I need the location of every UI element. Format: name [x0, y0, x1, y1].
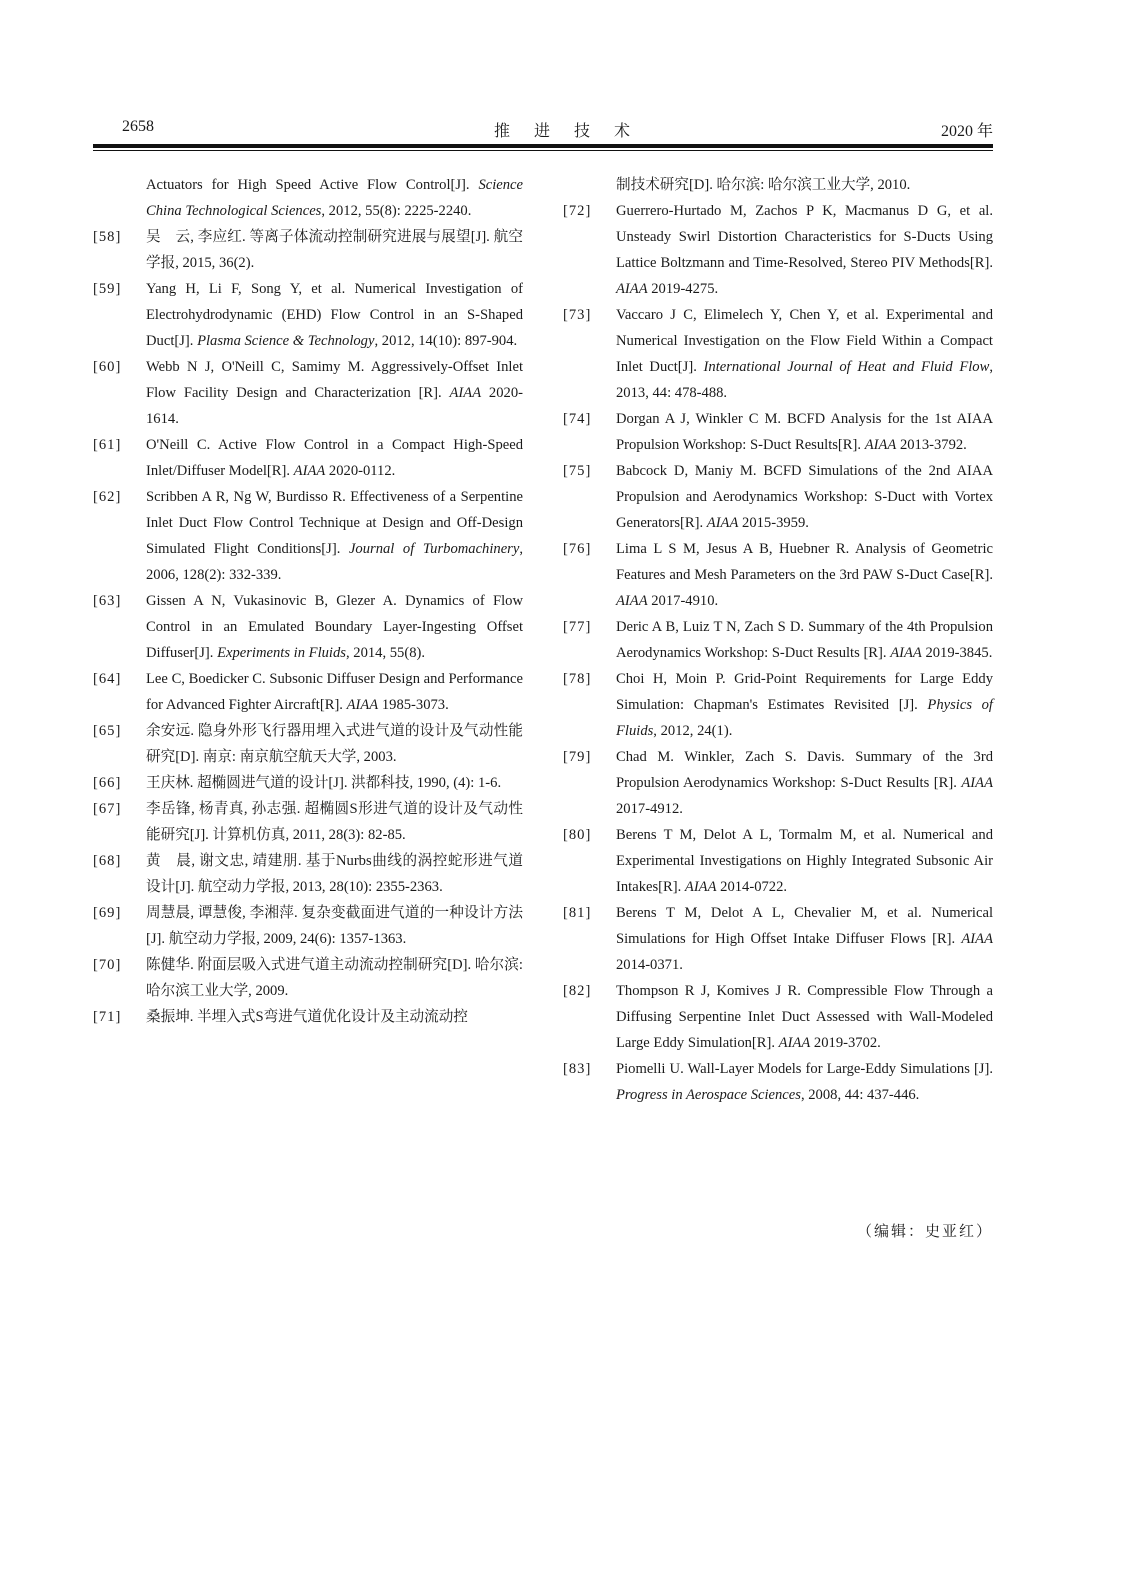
reference-text: 王庆林. 超椭圆进气道的设计[J]. 洪都科技, 1990, (4): 1-6. [146, 775, 502, 791]
reference-source-italic: Plasma Science & Technology [197, 333, 375, 349]
reference-text: Yang H, Li F, Song Y, et al. Numerical Investigation of Electrohydrodynamic (EHD) Flow Control in an S-Shaped Duct[J]. [146, 281, 523, 349]
reference-entry [93, 900, 523, 952]
reference-text: 周慧晨, 谭慧俊, 李湘萍. 复杂变截面进气道的一种设计方法[J]. 航空动力学报, 2009, 24(6): 1357-1363. [146, 905, 523, 947]
reference-source-italic: AIAA [449, 385, 482, 401]
reference-entry [563, 900, 993, 978]
reference-source-italic: AIAA [616, 593, 648, 609]
reference-entry [93, 172, 523, 224]
reference-entry [93, 276, 523, 354]
reference-text: 桑振坤. 半埋入式S弯进气道优化设计及主动流动控 [146, 1009, 468, 1025]
reference-text: , 2012, 24(1). [653, 723, 733, 739]
reference-text: 李岳锋, 杨青真, 孙志强. 超椭圆S形进气道的设计及气动性能研究[J]. 计算机仿真, 2011, 28(3): 82-85. [146, 801, 523, 843]
reference-number: [70] [93, 957, 122, 973]
reference-source-italic: Progress in Aerospace Sciences [616, 1087, 801, 1103]
reference-entry [93, 666, 523, 718]
reference-number: [61] [93, 437, 122, 453]
reference-number: [78] [563, 671, 592, 687]
reference-text: 2013-3792. [896, 437, 967, 453]
reference-entry [93, 354, 523, 432]
reference-source-italic: AIAA [864, 437, 897, 453]
reference-source-italic: Journal of Turbomachinery [348, 541, 520, 557]
reference-text: Scribben A R, Ng W, Burdisso R. Effectiveness of a Serpentine Inlet Duct Flow Control Technique at Design and Off-Design Simulated Flight Conditions[J]. [146, 489, 523, 557]
reference-source-italic: AIAA [684, 879, 717, 895]
reference-text: 吴 云, 李应红. 等离子体流动控制研究进展与展望[J]. 航空学报, 2015, 36(2). [146, 229, 523, 271]
reference-source-italic: AIAA [961, 775, 993, 791]
reference-text: Chad M. Winkler, Zach S. Davis. Summary of the 3rd Propulsion Aerodynamics Workshop: S-Duct Results [R]. [616, 749, 993, 791]
reference-text: , 2008, 44: 437-446. [800, 1087, 920, 1103]
reference-text: Dorgan A J, Winkler C M. BCFD Analysis for the 1st AIAA Propulsion Workshop: S-Duct Results[R]. [616, 411, 993, 453]
reference-text: 2020-1614. [146, 385, 523, 427]
reference-entry [93, 718, 523, 770]
reference-source-italic: Experiments in Fluids [217, 645, 346, 661]
reference-text: 余安远. 隐身外形飞行器用埋入式进气道的设计及气动性能研究[D]. 南京: 南京航空航天大学, 2003. [146, 723, 523, 765]
header-rule-thick [93, 144, 993, 148]
reference-text: 2017-4912. [616, 801, 683, 817]
reference-number: [76] [563, 541, 592, 557]
reference-text: , 2014, 55(8). [345, 645, 426, 661]
reference-source-italic: AIAA [293, 463, 326, 479]
reference-source-italic: AIAA [346, 697, 379, 713]
journal-title: 推 进 技 术 [493, 123, 640, 140]
reference-text: Webb N J, O'Neill C, Samimy M. Aggressively-Offset Inlet Flow Facility Design and Characterization [R]. [146, 359, 523, 401]
reference-entry [93, 796, 523, 848]
reference-number: [60] [93, 359, 122, 375]
reference-number: [79] [563, 749, 592, 765]
header-rule-thin [93, 150, 993, 151]
editor-note: （编辑：史亚红） [856, 1224, 993, 1240]
reference-entry [93, 952, 523, 1004]
reference-text: 制技术研究[D]. 哈尔滨: 哈尔滨工业大学, 2010. [616, 177, 911, 193]
reference-text: Babcock D, Maniy M. BCFD Simulations of the 2nd AIAA Propulsion and Aerodynamics Workshop: S-Duct with Vortex Generators[R]. [616, 463, 993, 531]
reference-source-italic: Science China Technological Sciences [146, 177, 523, 219]
reference-text: 黄 晨, 谢文忠, 靖建朋. 基于Nurbs曲线的涡控蛇形进气道设计[J]. 航空动力学报, 2013, 28(10): 2355-2363. [146, 853, 523, 895]
reference-entry [563, 172, 993, 198]
reference-text: , 2006, 128(2): 332-339. [146, 541, 523, 583]
reference-entry [93, 588, 523, 666]
reference-number: [63] [93, 593, 122, 609]
reference-text: 2019-3845. [921, 645, 993, 661]
reference-number: [69] [93, 905, 122, 921]
reference-number: [83] [563, 1061, 592, 1077]
reference-source-italic: AIAA [706, 515, 739, 531]
reference-entry [563, 822, 993, 900]
reference-text: 2020-0112. [325, 463, 396, 479]
reference-number: [68] [93, 853, 122, 869]
reference-text: Thompson R J, Komives J R. Compressible Flow Through a Diffusing Serpentine Inlet Duct Assessed with Wall-Modeled Large Eddy Simulation[R]. [616, 983, 993, 1051]
reference-text: O'Neill C. Active Flow Control in a Compact High-Speed Inlet/Diffuser Model[R]. [146, 437, 523, 479]
issue-year: 2020 年 [940, 123, 993, 140]
reference-text: , 2012, 14(10): 897-904. [374, 333, 518, 349]
reference-text: Berens T M, Delot A L, Tormalm M, et al. Numerical and Experimental Investigations on Highly Integrated Subsonic Air Intakes[R]. [616, 827, 993, 895]
reference-text: Berens T M, Delot A L, Chevalier M, et al. Numerical Simulations for High Offset Intake Diffuser Flows [R]. [616, 905, 993, 947]
reference-number: [58] [93, 229, 122, 245]
reference-number: [77] [563, 619, 592, 635]
reference-text: 陈健华. 附面层吸入式进气道主动流动控制研究[D]. 哈尔滨: 哈尔滨工业大学, 2009. [146, 957, 523, 999]
reference-text: 2017-4910. [647, 593, 719, 609]
reference-text: Deric A B, Luiz T N, Zach S D. Summary of the 4th Propulsion Aerodynamics Workshop: S-Duct Results [R]. [616, 619, 993, 661]
reference-entry [563, 458, 993, 536]
reference-source-italic: AIAA [778, 1035, 811, 1051]
references-right-column [563, 172, 993, 1108]
reference-number: [82] [563, 983, 592, 999]
reference-text: Guerrero-Hurtado M, Zachos P K, Macmanus D G, et al. Unsteady Swirl Distortion Characteristics for S-Ducts Using Lattice Boltzmann and Time-Resolved, Stereo PIV Methods[R]. [616, 203, 993, 271]
reference-number: [72] [563, 203, 592, 219]
reference-text: Vaccaro J C, Elimelech Y, Chen Y, et al. Experimental and Numerical Investigation on the Flow Field Within a Compact Inlet Duct[J]. [616, 307, 993, 375]
reference-text: 2019-3702. [810, 1035, 881, 1051]
reference-source-italic: Physics of Fluids [616, 697, 993, 739]
reference-entry [93, 848, 523, 900]
reference-entry [563, 744, 993, 822]
reference-entry [563, 302, 993, 406]
reference-source-italic: AIAA [961, 931, 993, 947]
reference-text: , 2012, 55(8): 2225-2240. [321, 203, 472, 219]
reference-text: , 2013, 44: 478-488. [616, 359, 993, 401]
reference-number: [73] [563, 307, 592, 323]
reference-source-italic: AIAA [616, 281, 648, 297]
reference-number: [64] [93, 671, 122, 687]
reference-number: [81] [563, 905, 592, 921]
reference-entry [93, 224, 523, 276]
page-number: 2658 [122, 118, 154, 135]
reference-number: [80] [563, 827, 592, 843]
reference-text: 2019-4275. [647, 281, 719, 297]
reference-text: Choi H, Moin P. Grid-Point Requirements for Large Eddy Simulation: Chapman's Estimates Revisited [J]. [616, 671, 993, 713]
reference-number: [74] [563, 411, 592, 427]
reference-text: Gissen A N, Vukasinovic B, Glezer A. Dynamics of Flow Control in an Emulated Boundary Layer-Ingesting Offset Diffuser[J]. [146, 593, 523, 661]
reference-number: [75] [563, 463, 592, 479]
reference-number: [65] [93, 723, 122, 739]
reference-entry [563, 406, 993, 458]
reference-text: Lima L S M, Jesus A B, Huebner R. Analysis of Geometric Features and Mesh Parameters on the 3rd PAW S-Duct Case[R]. [616, 541, 993, 583]
reference-text: 2015-3959. [738, 515, 809, 531]
reference-entry [563, 978, 993, 1056]
references-left-column [93, 172, 523, 1030]
reference-entry [563, 536, 993, 614]
reference-text: Piomelli U. Wall-Layer Models for Large-Eddy Simulations [J]. [616, 1061, 993, 1077]
reference-entry [563, 666, 993, 744]
reference-entry [93, 484, 523, 588]
reference-entry [563, 198, 993, 302]
reference-text: 1985-3073. [378, 697, 449, 713]
reference-source-italic: AIAA [890, 645, 922, 661]
reference-text: Actuators for High Speed Active Flow Control[J]. [146, 177, 479, 193]
reference-number: [71] [93, 1009, 122, 1025]
reference-text: 2014-0371. [616, 957, 683, 973]
reference-number: [59] [93, 281, 122, 297]
reference-number: [62] [93, 489, 122, 505]
reference-number: [66] [93, 775, 122, 791]
reference-source-italic: International Journal of Heat and Fluid Flow [703, 359, 990, 375]
reference-number: [67] [93, 801, 122, 817]
reference-text: Lee C, Boedicker C. Subsonic Diffuser Design and Performance for Advanced Fighter Aircraft[R]. [146, 671, 523, 713]
reference-entry [93, 432, 523, 484]
reference-entry [563, 614, 993, 666]
reference-entry [93, 1004, 523, 1030]
reference-entry [563, 1056, 993, 1108]
reference-entry [93, 770, 523, 796]
reference-text: 2014-0722. [716, 879, 788, 895]
